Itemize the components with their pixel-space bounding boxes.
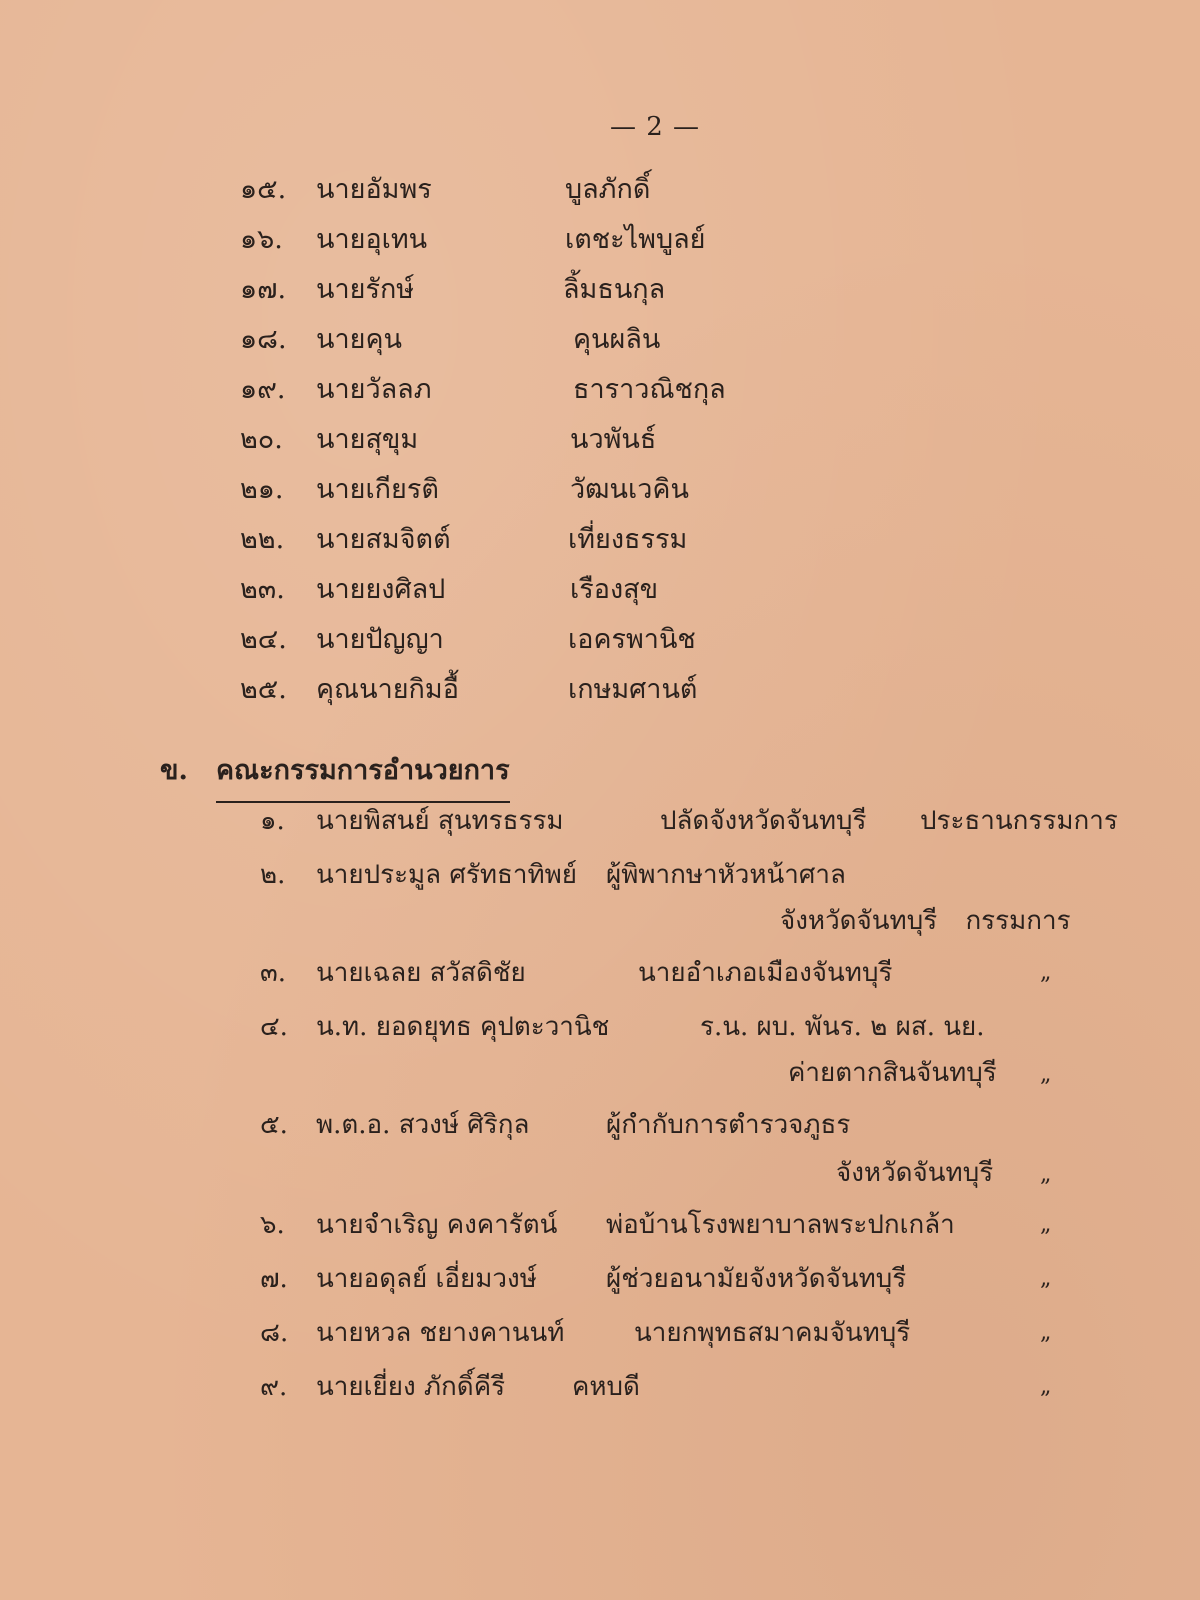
- member-name: นายจำเริญ คงคารัตน์: [316, 1210, 558, 1240]
- member-position: ปลัดจังหวัดจันทบุรี: [660, 806, 867, 836]
- member-role: „: [1040, 1162, 1050, 1187]
- item-first-name: นายสมจิตต์: [316, 524, 451, 555]
- item-number: ๑๘.: [240, 324, 287, 355]
- member-role: กรรมการ: [965, 906, 1071, 936]
- item-last-name: ธาราวณิชกุล: [573, 374, 726, 405]
- item-number: ๒๐.: [240, 424, 283, 455]
- member-name: พ.ต.อ. สวงษ์ ศิริกุล: [316, 1110, 530, 1140]
- member-number: ๓.: [260, 958, 287, 988]
- item-last-name: ลิ้มธนกุล: [563, 274, 666, 305]
- member-number: ๑.: [260, 806, 285, 836]
- item-last-name: วัฒนเวคิน: [570, 474, 689, 505]
- member-name: น.ท. ยอดยุทธ คุปตะวานิช: [316, 1012, 610, 1042]
- item-last-name: เรืองสุข: [570, 574, 659, 605]
- member-position: ร.น. ผบ. พันร. ๒ ผส. นย.: [700, 1012, 985, 1042]
- member-position: นายกพุทธสมาคมจันทบุรี: [634, 1318, 911, 1348]
- member-position: นายอำเภอเมืองจันทบุรี: [638, 958, 893, 988]
- item-last-name: นวพันธ์: [570, 424, 657, 455]
- member-role: „: [1040, 1266, 1050, 1291]
- member-role: ประธานกรรมการ: [920, 806, 1118, 836]
- item-last-name: เที่ยงธรรม: [568, 524, 688, 555]
- member-name: นายประมูล ศรัทธาทิพย์: [316, 860, 577, 890]
- member-name: นายหวล ชยางคานนท์: [316, 1318, 565, 1348]
- member-role: „: [1040, 960, 1050, 985]
- item-number: ๒๓.: [240, 574, 285, 605]
- item-last-name: คุนผลิน: [573, 324, 661, 355]
- member-position: พ่อบ้านโรงพยาบาลพระปกเกล้า: [606, 1210, 955, 1240]
- member-position: ผู้ช่วยอนามัยจังหวัดจันทบุรี: [606, 1264, 907, 1294]
- item-number: ๑๕.: [240, 174, 287, 205]
- item-first-name: นายคุน: [316, 324, 402, 355]
- member-name: นายอดุลย์ เอี่ยมวงษ์: [316, 1264, 537, 1294]
- member-role: „: [1040, 1212, 1050, 1237]
- member-number: ๘.: [260, 1318, 289, 1348]
- member-number: ๙.: [260, 1372, 288, 1402]
- item-first-name: นายเกียรติ: [316, 474, 439, 505]
- item-number: ๑๙.: [240, 374, 286, 405]
- member-position: ผู้กำกับการตำรวจภูธร: [606, 1110, 851, 1140]
- item-first-name: นายรักษ์: [316, 274, 415, 305]
- member-position: คหบดี: [572, 1372, 640, 1402]
- item-number: ๒๔.: [240, 624, 287, 655]
- item-first-name: นายสุขุม: [316, 424, 419, 455]
- item-first-name: นายอุเทน: [316, 224, 428, 255]
- item-last-name: บูลภักดิ์: [565, 174, 651, 205]
- section-title: คณะกรรมการอำนวยการ: [216, 748, 510, 803]
- item-last-name: เตชะไพบูลย์: [565, 224, 706, 255]
- member-position-continued: [780, 908, 1071, 934]
- member-position-continued: [788, 1060, 997, 1086]
- item-first-name: นายยงศิลป: [316, 574, 446, 605]
- member-role: „: [1040, 1062, 1050, 1087]
- page-number: — 2 —: [609, 112, 701, 142]
- position-continuation: จังหวัดจันทบุรี: [836, 1158, 994, 1188]
- item-first-name: นายวัลลภ: [316, 374, 432, 405]
- item-first-name: นายอัมพร: [316, 174, 432, 205]
- item-number: ๒๑.: [240, 474, 284, 505]
- item-first-name: คุณนายกิมอื้: [316, 674, 459, 705]
- member-name: นายพิสนย์ สุนทรธรรม: [316, 806, 564, 836]
- item-number: ๒๕.: [240, 674, 287, 705]
- position-continuation: จังหวัดจันทบุรี: [780, 906, 938, 936]
- member-number: ๕.: [260, 1110, 288, 1140]
- item-number: ๑๗.: [240, 274, 287, 305]
- member-name: นายเยี่ยง ภักดิ์คีรี: [316, 1372, 506, 1402]
- item-number: ๑๖.: [240, 224, 283, 255]
- member-number: ๒.: [260, 860, 286, 890]
- section-letter: ข.: [160, 755, 188, 786]
- item-last-name: เกษมศานต์: [568, 674, 698, 705]
- member-position: ผู้พิพากษาหัวหน้าศาล: [606, 860, 846, 890]
- member-role: „: [1040, 1374, 1050, 1399]
- member-position-continued: [836, 1160, 993, 1186]
- member-number: ๖.: [260, 1210, 285, 1240]
- item-number: ๒๒.: [240, 524, 285, 555]
- member-name: นายเฉลย สวัสดิชัย: [316, 958, 526, 988]
- item-last-name: เอครพานิช: [568, 624, 696, 655]
- position-continuation: ค่ายตากสินจันทบุรี: [788, 1058, 997, 1088]
- member-number: ๔.: [260, 1012, 288, 1042]
- member-number: ๗.: [260, 1264, 288, 1294]
- member-role: „: [1040, 1320, 1050, 1345]
- item-first-name: นายปัญญา: [316, 624, 444, 655]
